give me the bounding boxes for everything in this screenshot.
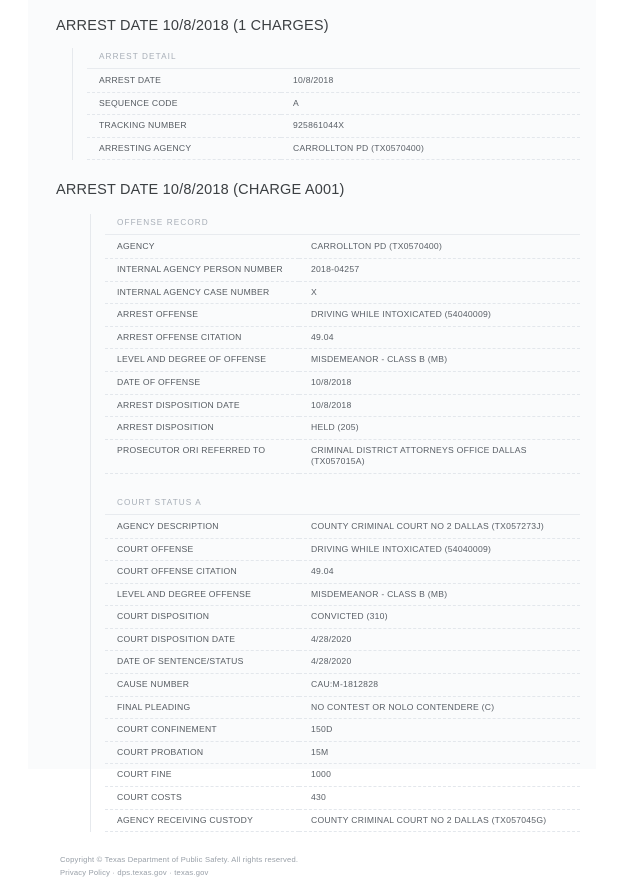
row-label: COURT COSTS — [117, 792, 182, 803]
row-label: SEQUENCE CODE — [99, 97, 178, 108]
table-row — [105, 516, 580, 538]
record-sheet — [28, 0, 596, 878]
texas-site-link[interactable]: texas.gov — [174, 868, 209, 878]
row-value: 430 — [311, 792, 327, 803]
table-row — [105, 651, 580, 674]
row-value: MISDEMEANOR - CLASS B (MB) — [311, 354, 448, 365]
row-value: 15M — [311, 746, 329, 757]
row-value: 925861044X — [293, 120, 345, 131]
row-label: ARREST OFFENSE — [117, 309, 199, 320]
row-label: ARRESTING AGENCY — [99, 142, 192, 153]
row-label: LEVEL AND DEGREE OF OFFENSE — [117, 354, 267, 365]
row-value: CARROLLTON PD (TX0570400) — [293, 142, 425, 153]
table-row — [105, 236, 580, 258]
table-row — [105, 787, 580, 810]
row-label: DATE OF OFFENSE — [117, 376, 201, 387]
footer-links — [60, 867, 580, 880]
table-row — [105, 809, 580, 832]
row-value: 150D — [311, 724, 333, 735]
court-status-table — [105, 516, 580, 832]
row-label: TRACKING NUMBER — [99, 120, 187, 131]
row-value: 49.04 — [311, 566, 334, 577]
table-row — [87, 70, 580, 92]
row-value: X — [311, 286, 317, 297]
footer-separator: · — [166, 868, 175, 878]
row-value: 4/28/2020 — [311, 656, 352, 667]
row-value: CRIMINAL DISTRICT ATTORNEYS OFFICE DALLAS (TX057015A) — [311, 444, 527, 467]
table-row — [105, 764, 580, 787]
copyright-text: Copyright © Texas Department of Public Safety. All rights reserved. — [60, 855, 299, 865]
arrest-detail-table — [87, 70, 580, 160]
dps-site-link[interactable]: dps.texas.gov — [117, 868, 167, 878]
table-row — [105, 583, 580, 606]
row-label: AGENCY RECEIVING CUSTODY — [117, 814, 254, 825]
table-row — [105, 628, 580, 651]
row-value: 4/28/2020 — [311, 633, 352, 644]
arrest-detail-block — [72, 48, 580, 160]
row-label: COURT CONFINEMENT — [117, 724, 217, 735]
table-row — [105, 696, 580, 719]
row-label: INTERNAL AGENCY PERSON NUMBER — [117, 263, 283, 274]
table-row — [105, 561, 580, 584]
table-row — [105, 281, 580, 304]
row-value: DRIVING WHILE INTOXICATED (54040009) — [311, 309, 492, 320]
page-footer — [60, 854, 580, 880]
table-row — [105, 304, 580, 327]
offense-record-table — [105, 236, 580, 474]
group-spacer — [105, 474, 580, 494]
row-value: 10/8/2018 — [293, 75, 334, 85]
row-value: 10/8/2018 — [311, 376, 352, 387]
row-label: COURT OFFENSE CITATION — [117, 566, 237, 577]
row-label: ARREST OFFENSE CITATION — [117, 331, 242, 342]
row-label: ARREST DISPOSITION — [117, 422, 214, 433]
row-label: COURT FINE — [117, 769, 172, 780]
table-row — [105, 538, 580, 561]
row-value: 49.04 — [311, 331, 334, 342]
row-label: PROSECUTOR ORI REFERRED TO — [117, 444, 266, 455]
row-value: 10/8/2018 — [311, 399, 352, 410]
row-label: DATE OF SENTENCE/STATUS — [117, 656, 244, 667]
table-row — [105, 606, 580, 629]
court-status-group-label: COURT STATUS A — [105, 494, 580, 515]
table-row — [87, 137, 580, 160]
arrest-date-heading: ARREST DATE 10/8/2018 (1 CHARGES) — [56, 18, 329, 34]
row-label: COURT PROBATION — [117, 746, 204, 757]
footer-separator: · — [110, 868, 118, 878]
table-row — [87, 115, 580, 138]
row-value: HELD (205) — [311, 422, 359, 433]
charge-heading: ARREST DATE 10/8/2018 (CHARGE A001) — [56, 182, 345, 199]
table-row — [105, 371, 580, 394]
row-label: FINAL PLEADING — [117, 701, 191, 712]
row-value: 2018-04257 — [311, 263, 360, 274]
row-value: A — [293, 97, 299, 108]
row-label: AGENCY — [117, 241, 155, 252]
table-row — [105, 719, 580, 742]
row-label: CAUSE NUMBER — [117, 679, 190, 690]
row-label: COURT DISPOSITION — [117, 611, 210, 622]
row-label: ARREST DISPOSITION DATE — [117, 399, 240, 410]
table-row — [105, 326, 580, 349]
offense-record-block — [90, 214, 580, 832]
table-row — [105, 258, 580, 281]
row-value: COUNTY CRIMINAL COURT NO 2 DALLAS (TX057273J) — [311, 520, 545, 531]
arrest-detail-group-label: ARREST DETAIL — [87, 48, 580, 69]
row-value: CARROLLTON PD (TX0570400) — [311, 241, 443, 252]
row-value: COUNTY CRIMINAL COURT NO 2 DALLAS (TX057045G) — [311, 814, 547, 825]
row-label: INTERNAL AGENCY CASE NUMBER — [117, 286, 270, 297]
row-label: COURT OFFENSE — [117, 543, 194, 554]
table-row — [87, 92, 580, 115]
table-row — [105, 417, 580, 440]
row-label: AGENCY DESCRIPTION — [117, 520, 219, 531]
table-row — [105, 674, 580, 697]
table-row — [105, 349, 580, 372]
row-value: DRIVING WHILE INTOXICATED (54040009) — [311, 543, 492, 554]
row-label: ARREST DATE — [99, 75, 162, 85]
row-value: CONVICTED (310) — [311, 611, 388, 622]
row-value: NO CONTEST OR NOLO CONTENDERE (C) — [311, 701, 495, 712]
row-value: MISDEMEANOR - CLASS B (MB) — [311, 588, 448, 599]
table-row — [105, 439, 580, 473]
table-row — [105, 741, 580, 764]
row-label: COURT DISPOSITION DATE — [117, 633, 236, 644]
row-value: CAU:M-1812828 — [311, 679, 379, 690]
table-row — [105, 394, 580, 417]
row-value: 1000 — [311, 769, 332, 780]
privacy-policy-link[interactable]: Privacy Policy — [60, 868, 111, 878]
offense-record-group-label: OFFENSE RECORD — [105, 214, 580, 235]
row-label: LEVEL AND DEGREE OFFENSE — [117, 588, 252, 599]
